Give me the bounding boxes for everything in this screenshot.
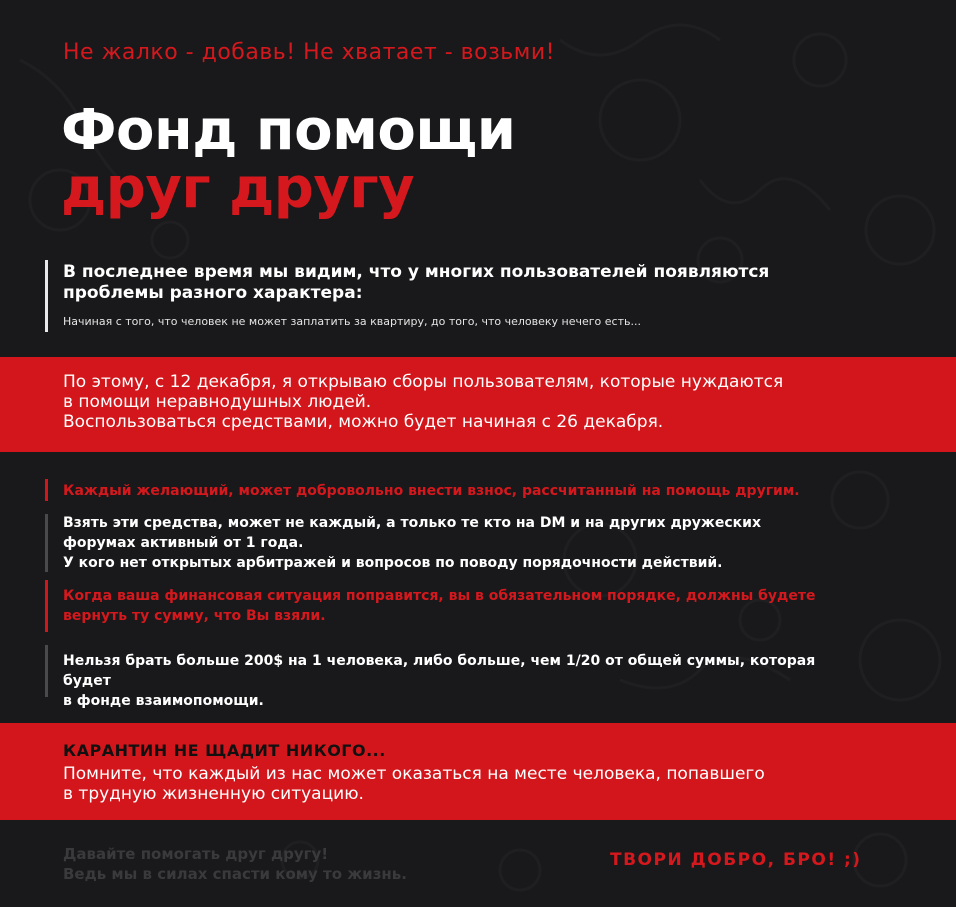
- rule-1-line: Каждый желающий, может добровольно внести взнос, рассчитанный на помощь другим.: [63, 483, 800, 499]
- rule-2-line: У кого нет открытых арбитражей и вопросов по поводу порядочности действий.: [63, 555, 723, 571]
- rule-3-accent-bar: [45, 580, 48, 632]
- intro-heading: В последнее время мы видим, что у многих пользователей появляются проблемы разного характера:: [63, 262, 770, 303]
- quarantine-heading: КАРАНТИН НЕ ЩАДИТ НИКОГО...: [63, 741, 386, 760]
- rule-2: [63, 513, 863, 573]
- intro-subtext: Начиная с того, что человек не может заплатить за квартиру, до того, что человеку нечего есть...: [63, 315, 641, 328]
- quarantine-line: Помните, что каждый из нас может оказаться на месте человека, попавшего: [63, 764, 765, 784]
- page-title-line-1: Фонд помощи: [61, 98, 516, 163]
- footer-message: [63, 844, 407, 884]
- announcement-line: Воспользоваться средствами, можно будет начиная с 26 декабря.: [63, 412, 664, 432]
- tagline: Не жалко - добавь! Не хватает - возьми!: [63, 40, 555, 65]
- footer-message-line: Давайте помогать друг другу!: [63, 845, 329, 863]
- rule-3-line: Когда ваша финансовая ситуация поправится, вы в обязательном порядке, должны будете: [63, 588, 816, 604]
- announcement-line: По этому, с 12 декабря, я открываю сборы пользователям, которые нуждаются: [63, 372, 784, 392]
- footer-message-line: Ведь мы в силах спасти кому то жизнь.: [63, 865, 407, 883]
- footer-slogan: ТВОРИ ДОБРО, БРО! ;): [610, 850, 862, 870]
- rule-1-accent-bar: [45, 479, 48, 501]
- rule-2-line: Взять эти средства, может не каждый, а только те кто на DM и на других дружеских: [63, 515, 761, 531]
- rule-4-line: в фонде взаимопомощи.: [63, 693, 264, 709]
- rule-4: [63, 651, 863, 711]
- rule-3: [63, 586, 863, 626]
- announcement-text: [63, 372, 883, 432]
- quarantine-line: в трудную жизненную ситуацию.: [63, 784, 364, 804]
- page-title-line-2: друг другу: [61, 156, 415, 221]
- rule-4-line: Нельзя брать больше 200$ на 1 человека, либо больше, чем 1/20 от общей суммы, которая будет: [63, 653, 816, 689]
- rule-1: [63, 481, 863, 501]
- rule-2-accent-bar: [45, 514, 48, 572]
- rule-2-line: форумах активный от 1 года.: [63, 535, 304, 551]
- announcement-line: в помощи неравнодушных людей.: [63, 392, 372, 412]
- intro-accent-bar: [45, 260, 48, 332]
- rule-3-line: вернуть ту сумму, что Вы взяли.: [63, 608, 326, 624]
- quarantine-text: [63, 764, 843, 804]
- rule-4-accent-bar: [45, 645, 48, 697]
